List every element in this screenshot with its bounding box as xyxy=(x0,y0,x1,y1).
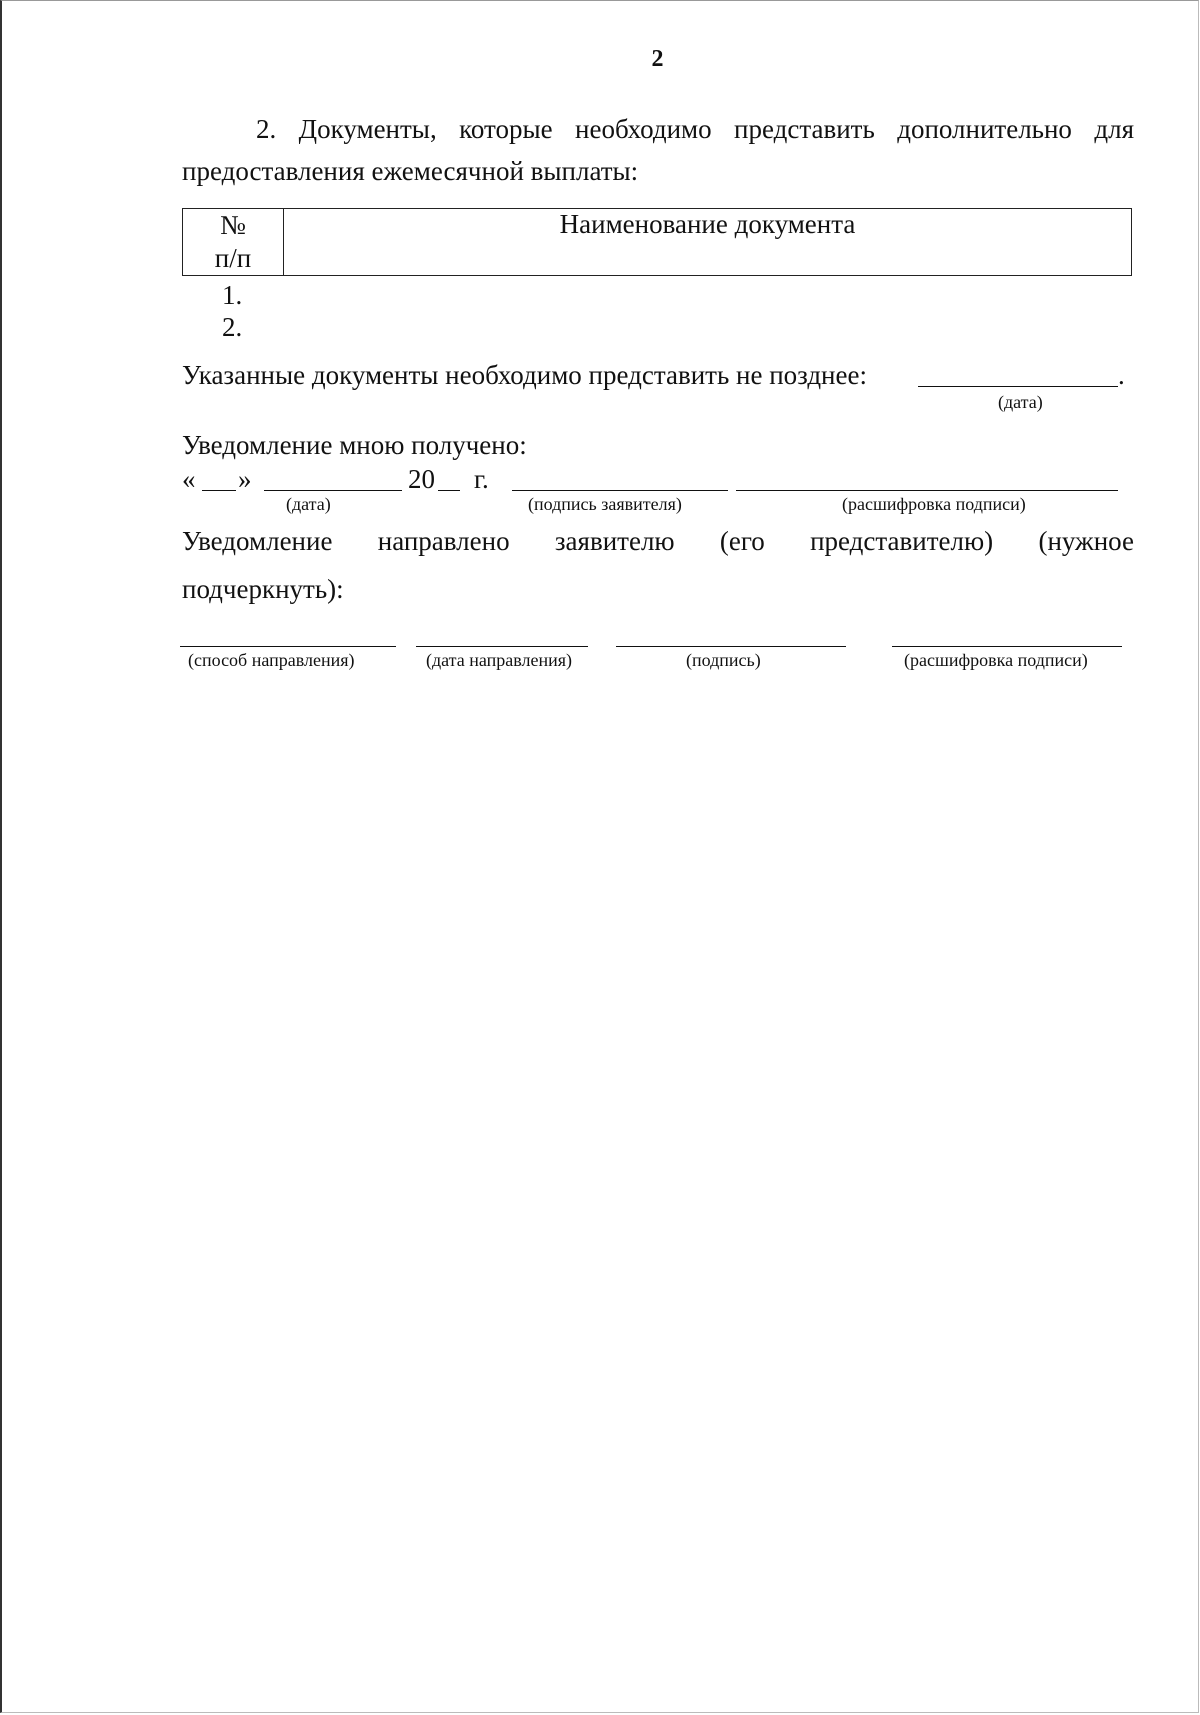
signature-line[interactable] xyxy=(616,646,846,647)
applicant-signature-line[interactable] xyxy=(512,490,728,491)
notification-word: Уведомление xyxy=(182,526,333,556)
notification-sent-line2: подчеркнуть): xyxy=(182,574,344,604)
send-method-hint: (способ направления) xyxy=(188,650,355,670)
section-heading: 2. Документы, которые необходимо представить дополнительно для предоставления ежемесячной выплаты: xyxy=(182,114,1134,186)
signature-decoding-line[interactable] xyxy=(736,490,1118,491)
month-line[interactable] xyxy=(264,490,402,491)
table-header-row xyxy=(183,209,1132,276)
notification-word: (нужное xyxy=(1038,526,1134,556)
documents-table xyxy=(182,208,1132,276)
notification-word: направлено xyxy=(377,526,510,556)
notification-sent-line xyxy=(182,526,1134,557)
send-date-hint: (дата направления) xyxy=(426,650,573,670)
receipt-date-hint: (дата) xyxy=(286,494,331,514)
notification-word: представителю) xyxy=(810,526,994,556)
page-number: 2 xyxy=(651,46,664,72)
signature-decoding-hint: (расшифровка подписи) xyxy=(842,494,1026,514)
deadline-date-line[interactable] xyxy=(918,386,1118,387)
notification-word: заявителю xyxy=(554,526,675,556)
table-row-number: 1. xyxy=(222,280,243,310)
col-number-line1: № xyxy=(220,210,246,240)
decoding-line[interactable] xyxy=(892,646,1122,647)
col-number-header xyxy=(183,209,284,276)
col-name-header: Наименование документа xyxy=(284,209,1132,276)
applicant-signature-hint: (подпись заявителя) xyxy=(528,494,682,514)
send-date-line[interactable] xyxy=(416,646,588,647)
year-prefix: 20 xyxy=(408,464,435,494)
col-number-line2: п/п xyxy=(214,243,252,273)
receipt-text: Уведомление мною получено: xyxy=(182,430,527,460)
quote-close: » xyxy=(238,464,252,494)
deadline-period: . xyxy=(1118,360,1125,390)
signature-hint: (подпись) xyxy=(686,650,761,670)
send-method-line[interactable] xyxy=(180,646,396,647)
decoding-hint: (расшифровка подписи) xyxy=(904,650,1088,670)
deadline-date-hint: (дата) xyxy=(998,392,1043,412)
day-line[interactable] xyxy=(202,490,236,491)
quote-open: « xyxy=(182,464,196,494)
deadline-text: Указанные документы необходимо представить не позднее: xyxy=(182,360,867,390)
year-line[interactable] xyxy=(438,490,460,491)
year-suffix: г. xyxy=(474,464,489,494)
table-row-number: 2. xyxy=(222,312,243,342)
notification-word: (его xyxy=(719,526,765,556)
